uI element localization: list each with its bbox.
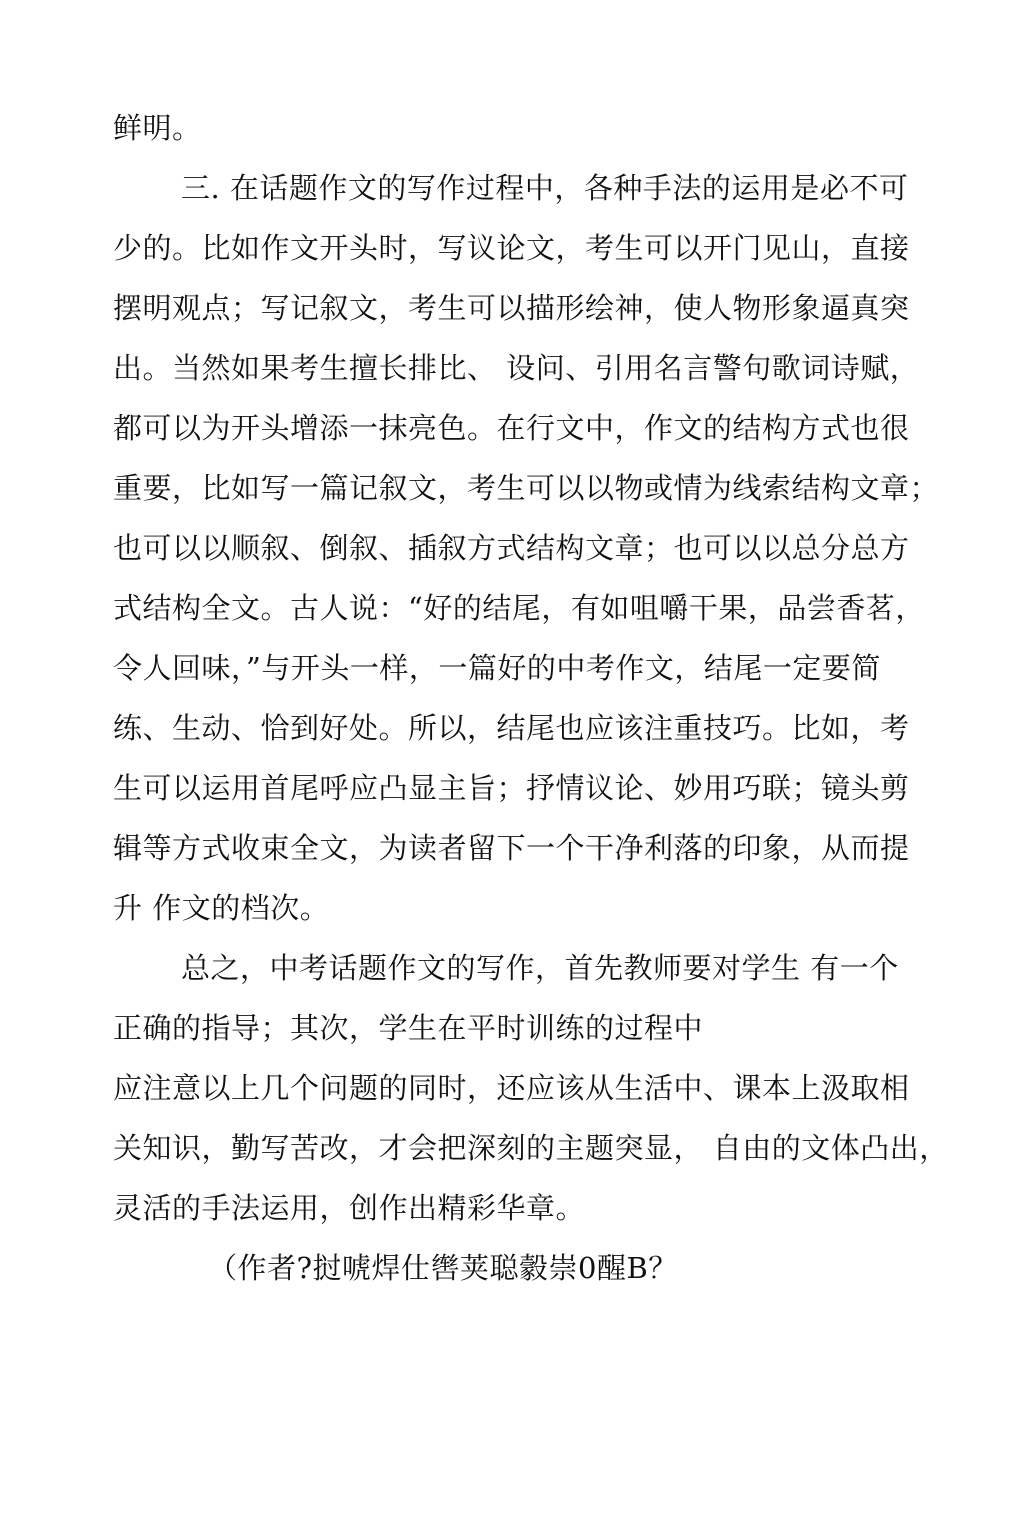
author-attribution: （作者?挝唬焊仕辔荚聪豰崇0醒B？ bbox=[208, 1251, 678, 1285]
paragraph-line: 练、生动、恰到好处。所以，结尾也应该注重技巧。比如，考 bbox=[113, 711, 910, 745]
paragraph-line: 辑等方式收束全文，为读者留下一个干净利落的印象，从而提 bbox=[113, 831, 910, 865]
paragraph-line: 关知识，勤写苦改，才会把深刻的主题突显， 自由的文体凸出， bbox=[113, 1131, 949, 1165]
paragraph-line: 出。当然如果考生擅长排比、 设问、引用名言警句歌词诗赋， bbox=[113, 351, 920, 385]
paragraph-line: 少的。比如作文开头时，写议论文，考生可以开门见山，直接 bbox=[113, 231, 910, 265]
paragraph-line: 正确的指导；其次，学生在平时训练的过程中 bbox=[113, 1011, 704, 1045]
paragraph-line: 应注意以上几个问题的同时，还应该从生活中、课本上汲取相 bbox=[113, 1071, 910, 1105]
paragraph-line: 摆明观点；写记叙文，考生可以描形绘神，使人物形象逼真突 bbox=[113, 291, 910, 325]
paragraph-line: 升 作文的档次。 bbox=[113, 891, 330, 925]
paragraph-line: 生可以运用首尾呼应凸显主旨；抒情议论、妙用巧联；镜头剪 bbox=[113, 771, 910, 805]
paragraph-line: 总之，中考话题作文的写作，首先教师要对学生 有一个 bbox=[181, 951, 899, 985]
paragraph-line: 令人回味，”与开头一样，一篇好的中考作文，结尾一定要简 bbox=[113, 651, 881, 685]
paragraph-line: 都可以为开头增添一抹亮色。在行文中，作文的结构方式也很 bbox=[113, 411, 910, 445]
paragraph-line: 重要，比如写一篇记叙文，考生可以以物或情为线索结构文章； bbox=[113, 471, 940, 505]
paragraph-line: 式结构全文。古人说：“好的结尾，有如咀嚼干果，品尝香茗， bbox=[113, 591, 925, 625]
paragraph-line: 鲜明。 bbox=[113, 111, 202, 145]
paragraph-line: 灵活的手法运用，创作出精彩华章。 bbox=[113, 1191, 586, 1225]
paragraph-line: 也可以以顺叙、倒叙、插叙方式结构文章；也可以以总分总方 bbox=[113, 531, 910, 565]
paragraph-line: 三. 在话题作文的写作过程中，各种手法的运用是必不可 bbox=[181, 171, 909, 205]
